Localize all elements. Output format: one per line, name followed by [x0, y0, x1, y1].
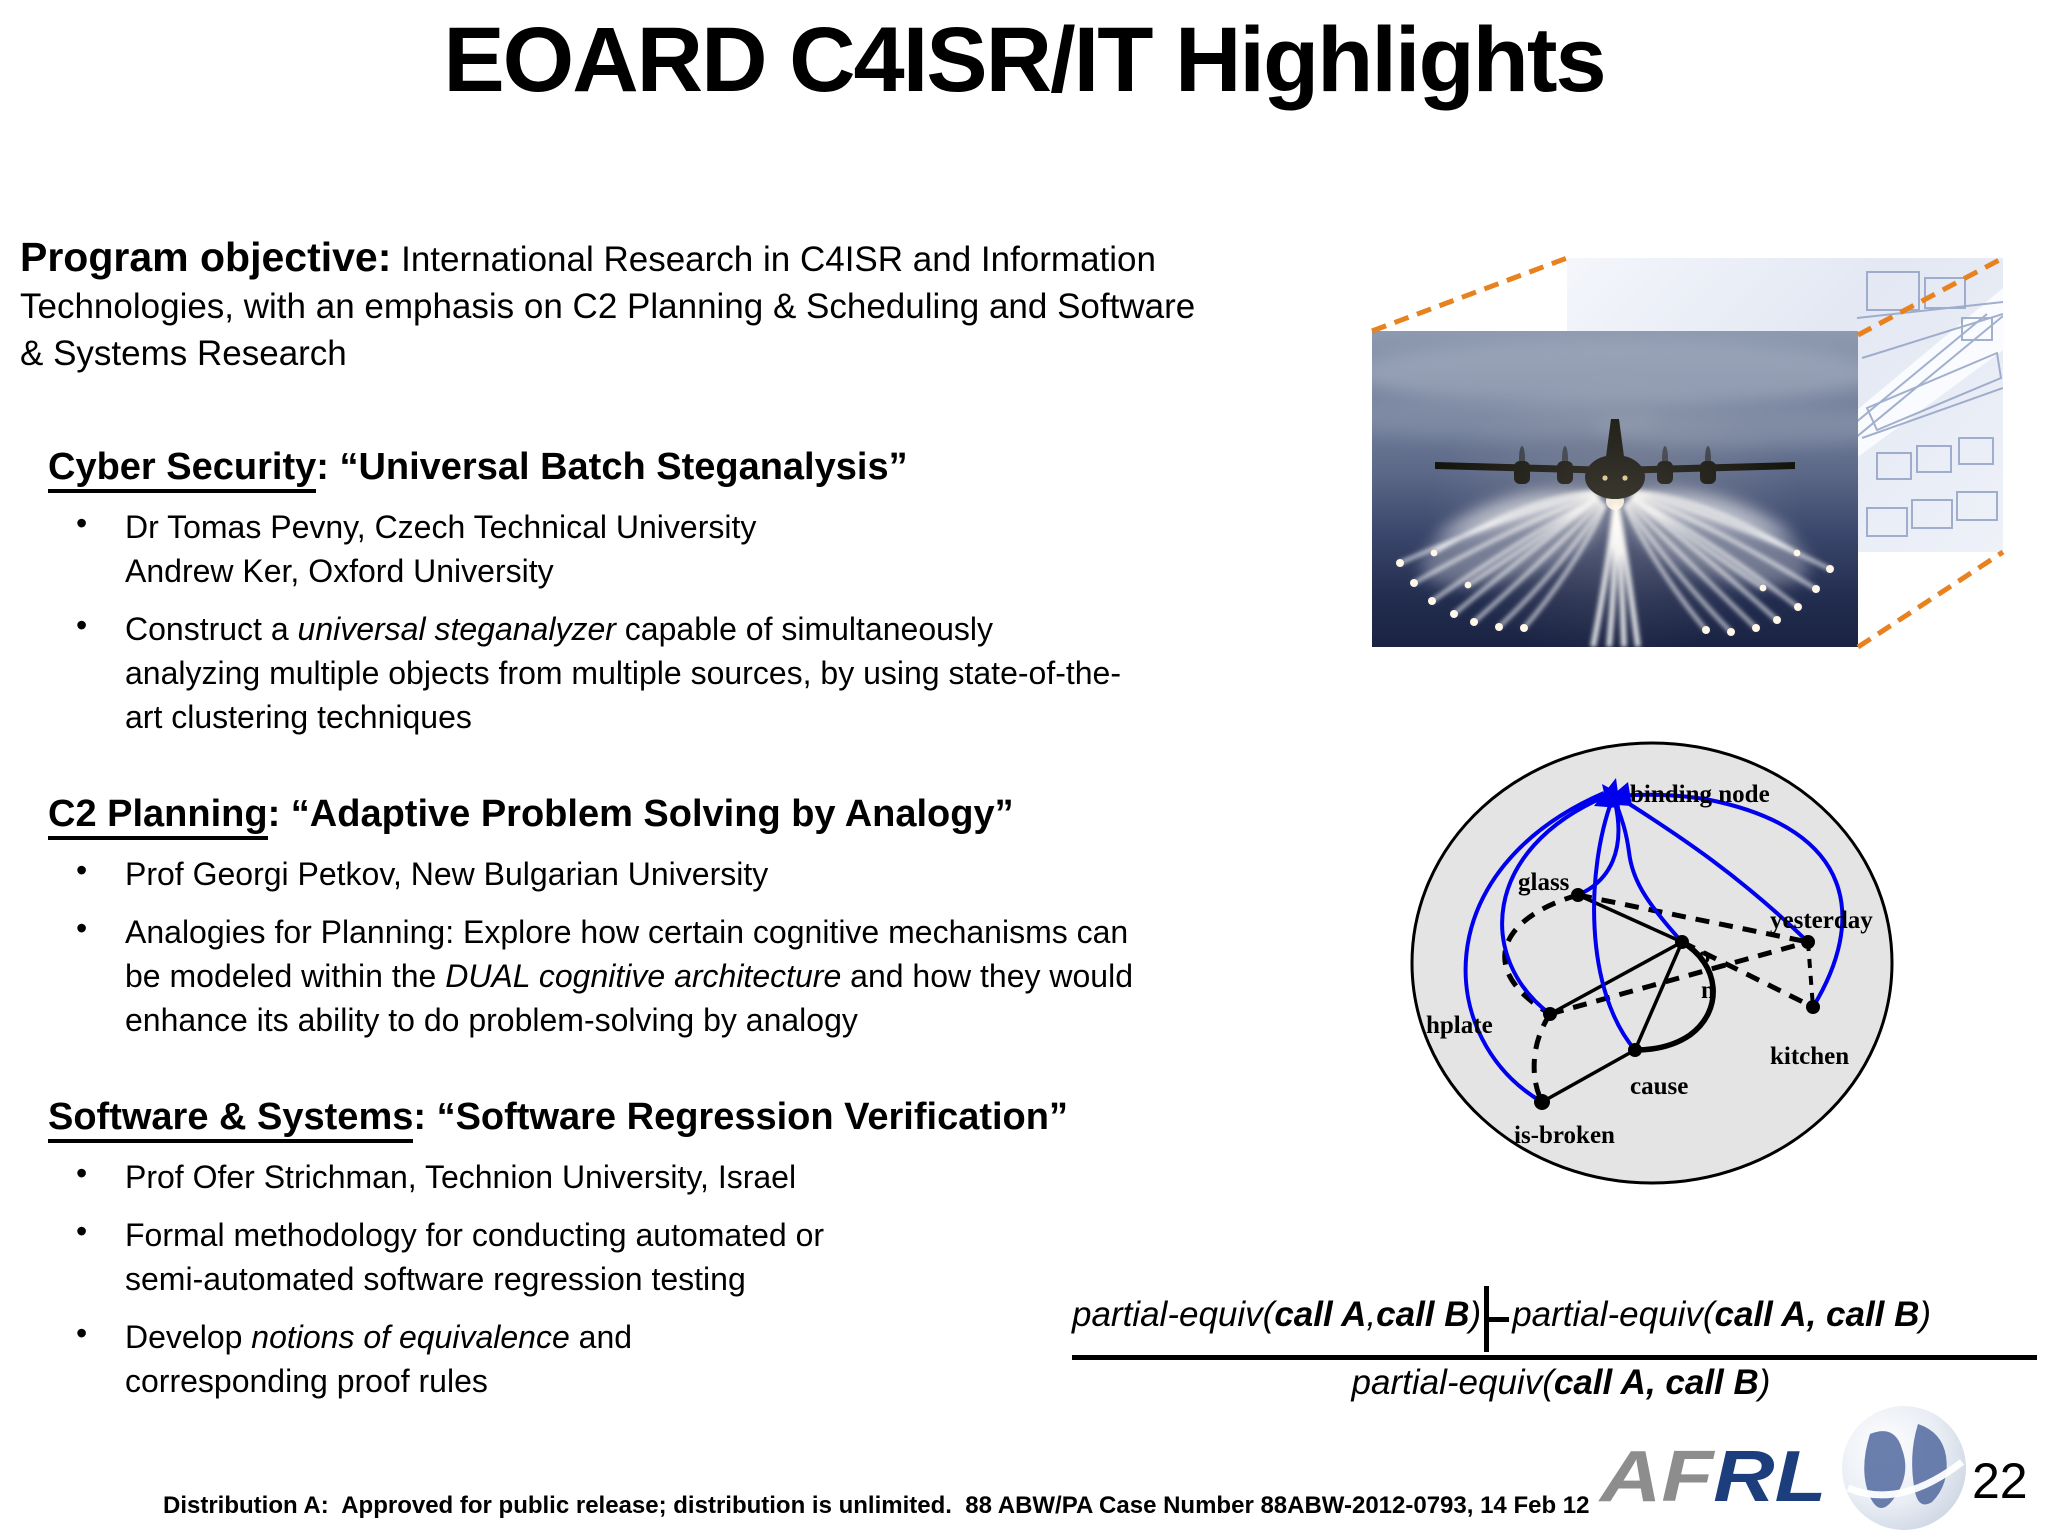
bullet-line: enhance its ability to do problem-solving by analogy: [125, 1002, 858, 1038]
bullet-line: [125, 1315, 1198, 1359]
text-run: and how they would: [841, 958, 1133, 994]
bullet-item: [48, 1155, 1198, 1199]
bullet-line: corresponding proof rules: [125, 1363, 488, 1399]
dual-graph-diagram: [1398, 738, 1898, 1188]
afrl-logo: [1600, 1400, 1980, 1536]
objective-line: Technologies, with an emphasis on C2 Planning & Scheduling and Software: [20, 287, 1196, 326]
formula-arg: call A, call B: [1714, 1295, 1920, 1334]
aircraft-photo: [1372, 331, 1858, 647]
section-heading: [48, 793, 1198, 836]
bullet-line: [125, 607, 1198, 651]
bullet-item: [48, 607, 1198, 739]
objective-line: [20, 234, 1195, 283]
formula-text: partial-equiv(: [1072, 1295, 1275, 1334]
glass-node-label: glass: [1518, 869, 1570, 896]
bullet-line: analyzing multiple objects from multiple sources, by using state-of-the-: [125, 655, 1121, 691]
turnstile-icon: [1484, 1286, 1509, 1352]
formula-denominator: [1072, 1363, 2048, 1403]
bullet-item: [48, 505, 1198, 593]
afrl-rl: RL: [1713, 1437, 1827, 1517]
afrl-wordmark: [1600, 1436, 1827, 1518]
section-heading-underlined: Cyber Security: [48, 446, 316, 493]
is-broken-node-label: is-broken: [1514, 1122, 1615, 1149]
bullet-line: • Prof Georgi Petkov, New Bulgarian University: [125, 856, 769, 892]
formula-text: partial-equiv(: [1351, 1363, 1554, 1402]
bullet-item: [48, 1315, 1198, 1403]
text-run: and: [569, 1319, 633, 1355]
on-node-label-o: o: [1698, 942, 1711, 969]
distribution-statement: Distribution A: Approved for public release; distribution is unlimited. 88 ABW/PA Case Number 88ABW-2012-0793, 14 Feb 12: [163, 1492, 1590, 1519]
text-run-italic: notions of equivalence: [251, 1319, 570, 1355]
kitchen-node-label: kitchen: [1770, 1043, 1850, 1070]
fraction-bar: [1072, 1355, 2037, 1360]
formula-text: ): [1469, 1295, 1482, 1334]
section-heading-underlined: Software & Systems: [48, 1096, 413, 1143]
section-cyber-security: [48, 446, 1198, 753]
bullet-item: [48, 1213, 1198, 1301]
text-run-italic: universal steganalyzer: [297, 611, 616, 647]
bullet-line: • Dr Tomas Pevny, Czech Technical University: [125, 509, 757, 545]
on-node-label-n: n: [1701, 977, 1715, 1004]
bullet-line: semi-automated software regression testing: [125, 1261, 746, 1297]
section-heading-underlined: C2 Planning: [48, 793, 268, 840]
objective-label: Program objective:: [20, 234, 392, 280]
hplate-node-label: hplate: [1426, 1012, 1493, 1039]
text-run: Develop: [125, 1319, 252, 1355]
flare-glow: [1372, 331, 1858, 647]
page-number: 22: [1972, 1453, 2028, 1509]
text-run-italic: DUAL cognitive architecture: [445, 958, 842, 994]
inference-rule-formula: [1072, 1282, 2048, 1403]
bullet-line: • Formal methodology for conducting automated or: [125, 1217, 825, 1253]
section-heading-rest: : “Universal Batch Steganalysis”: [316, 446, 908, 488]
formula-text: ): [1919, 1295, 1932, 1334]
section-c2-planning: [48, 793, 1198, 1056]
text-run: be modeled within the: [125, 958, 446, 994]
yesterday-node-label: yesterday: [1770, 907, 1873, 934]
formula-arg: call B: [1376, 1295, 1470, 1334]
formula-arg: call A: [1274, 1295, 1367, 1334]
section-software-systems: [48, 1096, 1198, 1417]
section-heading: [48, 446, 1198, 489]
binding-node-label: binding node: [1630, 781, 1770, 808]
bullet-line: • Analogies for Planning: Explore how certain cognitive mechanisms can: [125, 914, 1129, 950]
formula-text: ): [1758, 1363, 1771, 1402]
bullet-line: [125, 954, 1198, 998]
section-heading-rest: : “Software Regression Verification”: [413, 1096, 1068, 1138]
bullet-item: [48, 910, 1198, 1042]
bullet-item: [48, 852, 1198, 896]
formula-text: ,: [1366, 1295, 1377, 1334]
text-run: Construct a: [125, 611, 298, 647]
section-heading: [48, 1096, 1198, 1139]
formula-arg: call A, call B: [1553, 1363, 1759, 1402]
afrl-af: AF: [1600, 1437, 1714, 1517]
page-title: EOARD C4ISR/IT Highlights: [443, 9, 1605, 111]
formula-numerator: [1072, 1282, 2048, 1348]
section-heading-rest: : “Adaptive Problem Solving by Analogy”: [267, 793, 1014, 835]
formula-text: partial-equiv(: [1512, 1295, 1715, 1334]
cause-node-label: cause: [1630, 1073, 1689, 1100]
objective-line: & Systems Research: [20, 334, 347, 373]
globe-icon: [1840, 1404, 1968, 1532]
bullet-line: art clustering techniques: [125, 699, 472, 735]
objective-text: International Research in C4ISR and Information: [391, 240, 1156, 279]
text-run: capable of simultaneously: [615, 611, 994, 647]
bullet-line: Andrew Ker, Oxford University: [125, 553, 554, 589]
program-objective: [20, 234, 1195, 377]
bullet-line: • Prof Ofer Strichman, Technion University, Israel: [125, 1159, 797, 1195]
